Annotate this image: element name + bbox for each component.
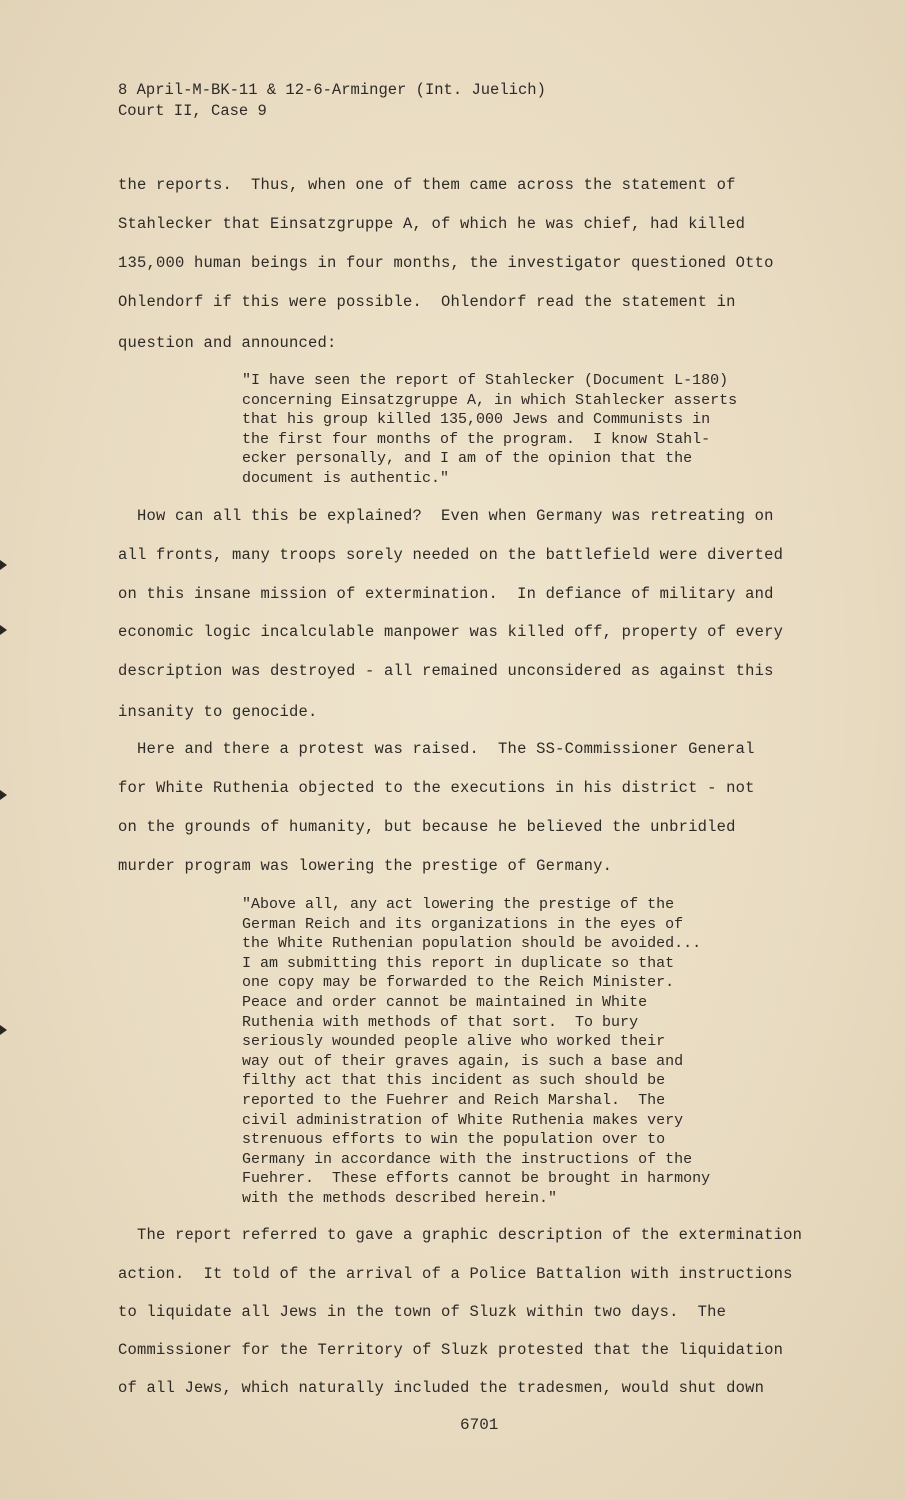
text-line: 135,000 human beings in four months, the investigator questioned Otto — [118, 254, 774, 272]
header-line-1: 8 April-M-BK-11 & 12-6-Arminger (Int. Juelich) — [118, 81, 546, 99]
text-line: The report referred to gave a graphic description of the extermination — [118, 1226, 803, 1244]
block-quote-stahlecker — [242, 371, 737, 489]
quote-line: seriously wounded people alive who worked their — [242, 1033, 666, 1051]
text-line: Stahlecker that Einsatzgruppe A, of which he was chief, had killed — [118, 215, 746, 233]
quote-line: Fuehrer. These efforts cannot be brought in harmony — [242, 1170, 711, 1188]
quote-line: Peace and order cannot be maintained in White — [242, 993, 648, 1011]
binding-mark — [0, 790, 7, 800]
quote-line: "Above all, any act lowering the prestige of the — [242, 896, 675, 913]
quote-line: civil administration of White Ruthenia makes very — [242, 1111, 684, 1129]
binding-mark — [0, 625, 7, 635]
quote-line: Ruthenia with methods of that sort. To bury — [242, 1013, 639, 1031]
text-line: of all Jews, which naturally included the tradesmen, would shut down — [118, 1379, 765, 1397]
text-line: murder program was lowering the prestige of Germany. — [118, 857, 613, 875]
page-number: 6701 — [460, 1416, 499, 1434]
quote-line: reported to the Fuehrer and Reich Marshal. The — [242, 1091, 666, 1109]
text-line: Commissioner for the Territory of Sluzk protested that the liquidation — [118, 1341, 784, 1359]
quote-line: the White Ruthenian population should be avoided... — [242, 935, 702, 953]
text-line: for White Ruthenia objected to the executions in his district - not — [118, 779, 755, 797]
text-line: to liquidate all Jews in the town of Sluzk within two days. The — [118, 1303, 727, 1321]
text-line: action. It told of the arrival of a Police Battalion with instructions — [118, 1265, 793, 1283]
quote-line: with the methods described herein." — [242, 1189, 558, 1207]
quote-line: one copy may be forwarded to the Reich Minister. — [242, 974, 675, 992]
text-line: Ohlendorf if this were possible. Ohlendorf read the statement in — [118, 293, 736, 311]
quote-line: strenuous efforts to win the population over to — [242, 1131, 666, 1149]
quote-line: way out of their graves again, is such a base and — [242, 1052, 684, 1070]
quote-line: I am submitting this report in duplicate so that — [242, 954, 675, 972]
quote-line: filthy act that this incident as such should be — [242, 1072, 666, 1090]
text-line: the reports. Thus, when one of them came across the statement of — [118, 176, 736, 194]
header-line-2: Court II, Case 9 — [118, 102, 267, 120]
quote-line: the first four months of the program. I know Stahl- — [242, 430, 711, 448]
text-line: description was destroyed - all remained unconsidered as against this — [118, 662, 774, 680]
quote-line: concerning Einsatzgruppe A, in which Stahlecker asserts — [242, 391, 738, 409]
text-line: How can all this be explained? Even when Germany was retreating on — [118, 507, 774, 525]
document-header — [118, 80, 546, 122]
quote-line: that his group killed 135,000 Jews and Communists in — [242, 411, 711, 429]
text-line: Here and there a protest was raised. The SS-Commissioner General — [118, 740, 755, 758]
quote-line: Germany in accordance with the instructions of the — [242, 1150, 693, 1168]
quote-line: ecker personally, and I am of the opinion that the — [242, 450, 693, 468]
text-line: on this insane mission of extermination. In defiance of military and — [118, 585, 774, 603]
quote-line: German Reich and its organizations in the eyes of — [242, 915, 684, 933]
text-line: on the grounds of humanity, but because he believed the unbridled — [118, 818, 736, 836]
quote-line: document is authentic." — [242, 469, 450, 487]
binding-mark — [0, 560, 7, 570]
text-line: economic logic incalculable manpower was killed off, property of every — [118, 623, 784, 641]
binding-mark — [0, 1025, 7, 1035]
quote-line: "I have seen the report of Stahlecker (Document L-180) — [242, 372, 729, 389]
text-line: question and announced: — [118, 334, 337, 352]
block-quote-commissioner — [242, 895, 710, 1209]
text-line: insanity to genocide. — [118, 703, 318, 721]
text-line: all fronts, many troops sorely needed on the battlefield were diverted — [118, 546, 784, 564]
